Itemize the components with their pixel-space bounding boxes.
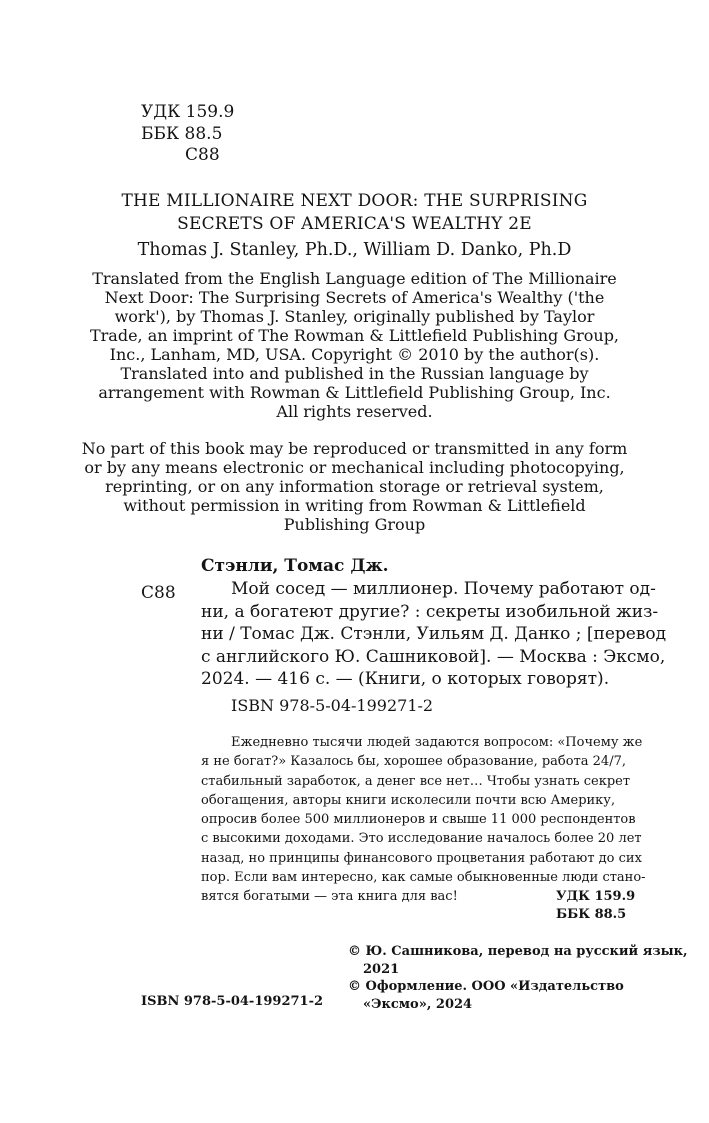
notice-line: Next Door: The Surprising Secrets of America's Wealthy ('the — [104, 288, 605, 307]
original-title-line2: SECRETS OF AMERICA'S WEALTHY 2E — [177, 214, 532, 234]
copyright-line: 2021 — [363, 961, 400, 977]
catalog-mark: С88 — [141, 583, 176, 603]
footer-bbk-code: ББК 88.5 — [556, 907, 627, 922]
annotation-line: обогащения, авторы книги исколесили почти всю Америку, — [201, 792, 616, 808]
rights-line: Publishing Group — [283, 515, 426, 534]
notice-line: work'), by Thomas J. Stanley, originally published by Taylor — [114, 307, 595, 326]
rights-line: or by any means electronic or mechanical including photocopying, — [84, 458, 625, 477]
notice-line: All rights reserved. — [276, 402, 433, 421]
annotation-line: Ежедневно тысячи людей задаются вопросом: «Почему же — [231, 735, 643, 750]
catalog-line: Мой сосед — миллионер. Почему работают од- — [231, 579, 656, 599]
annotation — [201, 733, 646, 907]
footer-isbn: ISBN 978-5-04-199271-2 — [141, 994, 324, 1009]
annotation-line: опросив более 500 миллионеров и свыше 11 000 респондентов — [201, 812, 636, 828]
notice-line: Translated into and published in the Russian language by — [120, 364, 589, 383]
annotation-line: вятся богатыми — эта книга для вас! — [201, 889, 458, 905]
notice-line: arrangement with Rowman & Littlefield Publishing Group, Inc. — [98, 383, 611, 402]
copyright-line: © Оформление. ООО «Издательство — [348, 979, 624, 994]
copyright-line: © Ю. Сашникова, перевод на русский язык, — [348, 944, 688, 959]
annotation-line: я не богат?» Казалось бы, хорошее образование, работа 24/7, — [201, 754, 626, 770]
catalog-line: с английского Ю. Сашниковой]. — Москва : Эксмо, — [201, 646, 666, 667]
rights-line: reprinting, or on any information storage or retrieval system, — [105, 477, 604, 496]
annotation-line: с высокими доходами. Это исследование началось более 20 лет — [201, 831, 642, 847]
rights-notice — [0, 439, 709, 534]
catalog-line: 2024. — 416 с. — (Книги, о которых говорят). — [201, 669, 610, 689]
original-authors: Thomas J. Stanley, Ph.D., William D. Danko, Ph.D — [137, 240, 572, 260]
author-mark: С88 — [185, 145, 220, 165]
annotation-line: стабильный заработок, а денег все нет… Чтобы узнать секрет — [201, 773, 631, 789]
original-title-line1: THE MILLIONAIRE NEXT DOOR: THE SURPRISING — [121, 191, 588, 211]
catalog-isbn: ISBN 978-5-04-199271-2 — [231, 696, 434, 715]
copyright-block — [348, 943, 688, 1013]
catalog-line: ни / Томас Дж. Стэнли, Уильям Д. Данко ; [перевод — [201, 624, 667, 644]
notice-line: Translated from the English Language edition of The Millionaire — [92, 269, 617, 288]
annotation-line: назад, но принципы финансового процветания работают до сих — [201, 850, 642, 866]
footer-udk-code: УДК 159.9 — [556, 889, 636, 904]
rights-line: No part of this book may be reproduced or transmitted in any form — [81, 439, 628, 458]
notice-line: Trade, an imprint of The Rowman & Littlefield Publishing Group, — [89, 326, 620, 345]
udk-code: УДК 159.9 — [141, 102, 235, 122]
annotation-line: пор. Если вам интересно, как самые обыкновенные люди стано- — [201, 870, 646, 886]
catalog-author-heading: Стэнли, Томас Дж. — [201, 556, 389, 576]
rights-line: without permission in writing from Rowman & Littlefield — [123, 496, 586, 515]
notice-line: Inc., Lanham, MD, USA. Copyright © 2010 by the author(s). — [109, 345, 600, 364]
bbk-code: ББК 88.5 — [141, 124, 223, 144]
copyright-line: «Эксмо», 2024 — [363, 996, 473, 1012]
catalog-line: ни, а богатеют другие? : секреты изобильной жиз- — [201, 601, 659, 622]
translation-notice — [0, 269, 709, 421]
catalog-description — [201, 578, 667, 691]
